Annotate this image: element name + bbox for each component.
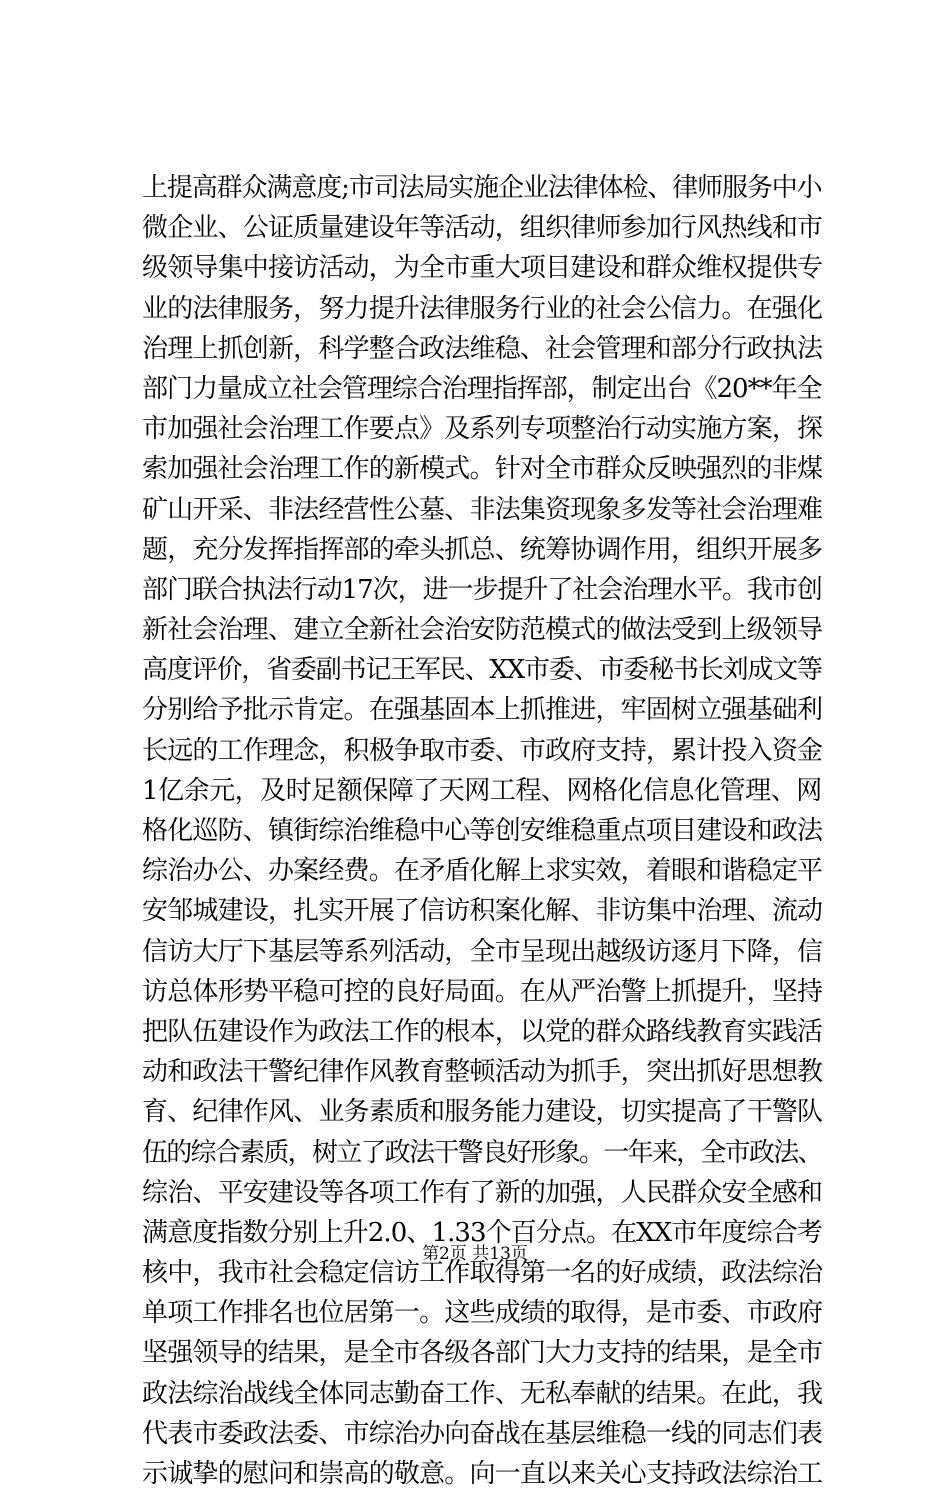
text-line: 示诚挚的慰问和崇高的敬意。向一直以来关心支持政法综治工 [142,1459,823,1489]
text-line: 信访大厅下基层等系列活动，全市呈现出越级访逐月下降，信 [142,936,823,967]
text-line: 单项工作排名也位居第一。这些成绩的取得，是市委、市政府 [142,1298,823,1329]
text-line: 格化巡防、镇街综治维稳中心等创安维稳重点项目建设和政法 [142,816,823,846]
page-footer: 第2页 共13页 [422,1244,528,1264]
text-line: 长远的工作理念，积极争取市委、市政府支持，累计投入资金 [142,735,823,766]
text-line: 题，充分发挥指挥部的牵头抓总、统筹协调作用，组织开展多 [142,534,823,565]
text-line: 安邹城建设，扎实开展了信访积案化解、非访集中治理、流动 [142,896,823,927]
text-line: 新社会治理、建立全新社会治安防范模式的做法受到上级领导 [142,615,823,646]
body-text [142,168,822,1494]
text-line: 级领导集中接访活动，为全市重大项目建设和群众维权提供专 [142,253,823,284]
text-line: 动和政法干警纪律作风教育整顿活动为抓手，突出抓好思想教 [142,1057,823,1088]
text-line: 核中，我市社会稳定信访工作取得第一名的好成绩，政法综治 [142,1258,823,1289]
text-line: 满意度指数分别上升2.0、1.33个百分点。在XX市年度综合考 [142,1217,822,1248]
text-line: 综治办公、办案经费。在矛盾化解上求实效，着眼和谐稳定平 [142,856,823,887]
text-line: 育、纪律作风、业务素质和服务能力建设，切实提高了干警队 [142,1097,823,1128]
text-line: 分别给予批示肯定。在强基固本上抓推进，牢固树立强基础利 [142,695,823,726]
text-line: 代表市委政法委、市综治办向奋战在基层维稳一线的同志们表 [142,1418,823,1449]
text-line: 上提高群众满意度;市司法局实施企业法律体检、律师服务中小 [142,173,822,203]
text-line: 矿山开采、非法经营性公墓、非法集资现象多发等社会治理难 [142,494,823,525]
text-line: 市加强社会治理工作要点》及系列专项整治行动实施方案，探 [142,414,823,445]
text-line: 治理上抓创新，科学整合政法维稳、社会管理和部分行政执法 [142,333,823,364]
text-line: 伍的综合素质，树立了政法干警良好形象。一年来，全市政法、 [142,1137,822,1168]
text-line: 微企业、公证质量建设年等活动，组织律师参加行风热线和市 [142,213,823,244]
text-line: 把队伍建设作为政法工作的根本，以党的群众路线教育实践活 [142,1016,823,1047]
text-line: 高度评价，省委副书记王军民、XX市委、市委秘书长刘成文等 [142,655,822,686]
text-line: 部门联合执法行动17次，进一步提升了社会治理水平。我市创 [142,574,822,605]
text-line: 索加强社会治理工作的新模式。针对全市群众反映强烈的非煤 [142,454,823,485]
text-line: 访总体形势平稳可控的良好局面。在从严治警上抓提升，坚持 [142,976,823,1007]
text-line: 综治、平安建设等各项工作有了新的加强，人民群众安全感和 [142,1177,823,1208]
text-line: 1亿余元，及时足额保障了天网工程、网格化信息化管理、网 [142,775,822,806]
text-line: 部门力量成立社会管理综合治理指挥部，制定出台《20**年全 [142,373,822,404]
text-line: 坚强领导的结果，是全市各级各部门大力支持的结果，是全市 [142,1338,823,1369]
text-line: 业的法律服务，努力提升法律服务行业的社会公信力。在强化 [142,293,823,324]
text-line: 政法综治战线全体同志勤奋工作、无私奉献的结果。在此，我 [142,1378,823,1409]
